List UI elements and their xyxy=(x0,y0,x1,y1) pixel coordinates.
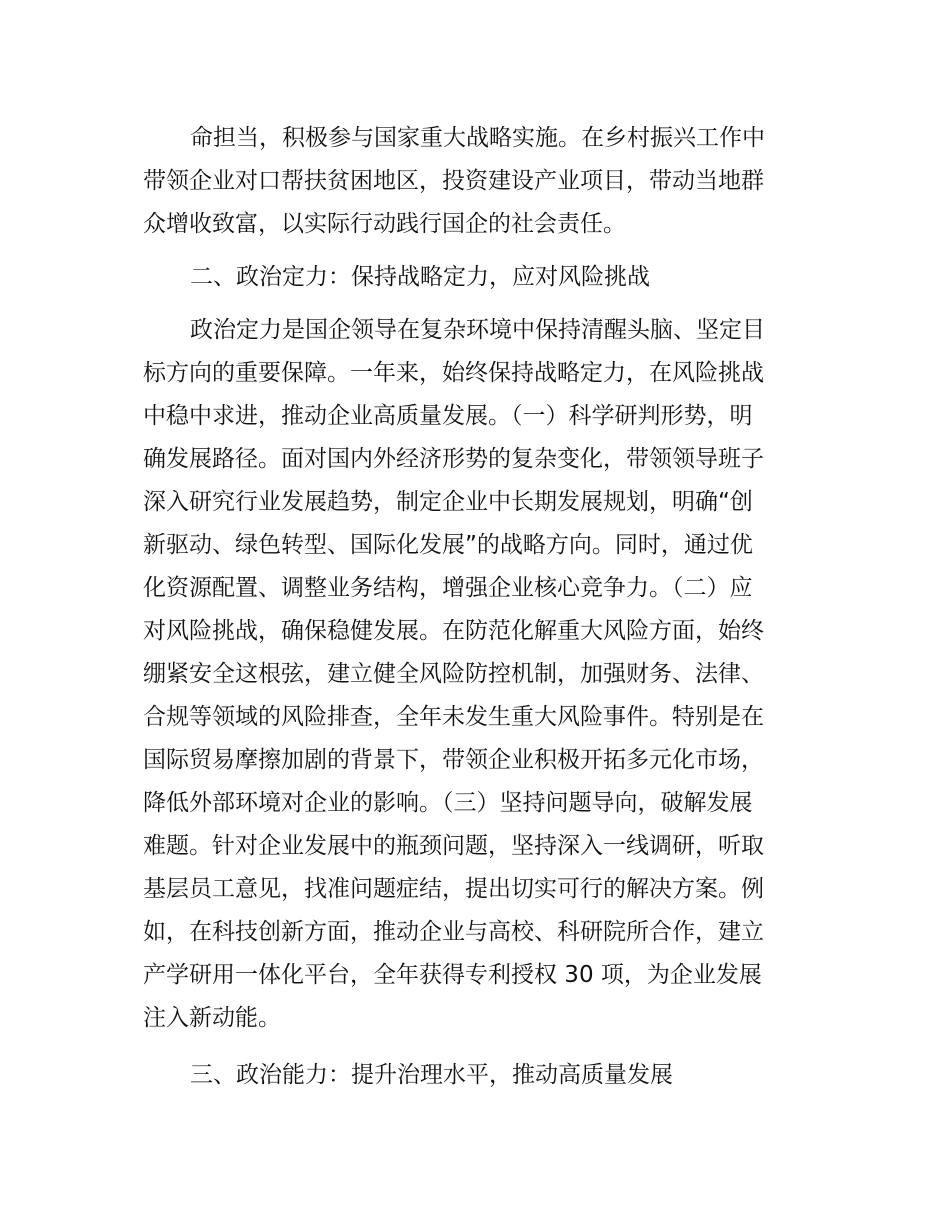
paragraph-line: 命担当，积极参与国家重大战略实施。在乡村振兴工作中 xyxy=(190,125,765,151)
paragraph-line: 中稳中求进，推动企业高质量发展。（一）科学研判形势，明 xyxy=(143,403,753,429)
section-heading: 三、政治能力：提升治理水平，推动高质量发展 xyxy=(190,1062,673,1088)
paragraph-line: 国际贸易摩擦加剧的背景下，带领企业积极开拓多元化市场， xyxy=(143,747,764,773)
paragraph-line: 如，在科技创新方面，推动企业与高校、科研院所合作，建立 xyxy=(143,919,764,945)
paragraph-line: 难题。针对企业发展中的瓶颈问题，坚持深入一线调研，听取 xyxy=(143,833,764,859)
paragraph-line: 基层员工意见，找准问题症结，提出切实可行的解决方案。例 xyxy=(143,876,764,902)
paragraph-line: 产学研用一体化平台，全年获得专利授权 30 项，为企业发展 xyxy=(143,962,762,988)
paragraph-line: 合规等领域的风险排查，全年未发生重大风险事件。特别是在 xyxy=(143,704,764,730)
paragraph-line: 带领企业对口帮扶贫困地区，投资建设产业项目，带动当地群 xyxy=(143,168,764,194)
paragraph-line: 降低外部环境对企业的影响。（三）坚持问题导向，破解发展 xyxy=(143,790,753,816)
paragraph-line: 新驱动、绿色转型、国际化发展”的战略方向。同时，通过优 xyxy=(143,532,753,558)
section-heading: 二、政治定力：保持战略定力，应对风险挑战 xyxy=(190,264,650,290)
paragraph-line: 化资源配置、调整业务结构，增强企业核心竞争力。（二）应 xyxy=(143,575,753,601)
paragraph-line: 对风险挑战，确保稳健发展。在防范化解重大风险方面，始终 xyxy=(143,618,764,644)
paragraph-line: 众增收致富，以实际行动践行国企的社会责任。 xyxy=(143,211,626,237)
paragraph-line: 政治定力是国企领导在复杂环境中保持清醒头脑、坚定目 xyxy=(190,317,765,343)
paragraph-line: 注入新动能。 xyxy=(143,1005,281,1031)
paragraph-line: 确发展路径。面对国内外经济形势的复杂变化，带领领导班子 xyxy=(143,446,764,472)
paragraph-line: 标方向的重要保障。一年来，始终保持战略定力，在风险挑战 xyxy=(143,360,764,386)
paragraph-line: 绷紧安全这根弦，建立健全风险防控机制，加强财务、法律、 xyxy=(143,661,764,687)
paragraph-line: 深入研究行业发展趋势，制定企业中长期发展规划，明确“创 xyxy=(143,489,753,515)
